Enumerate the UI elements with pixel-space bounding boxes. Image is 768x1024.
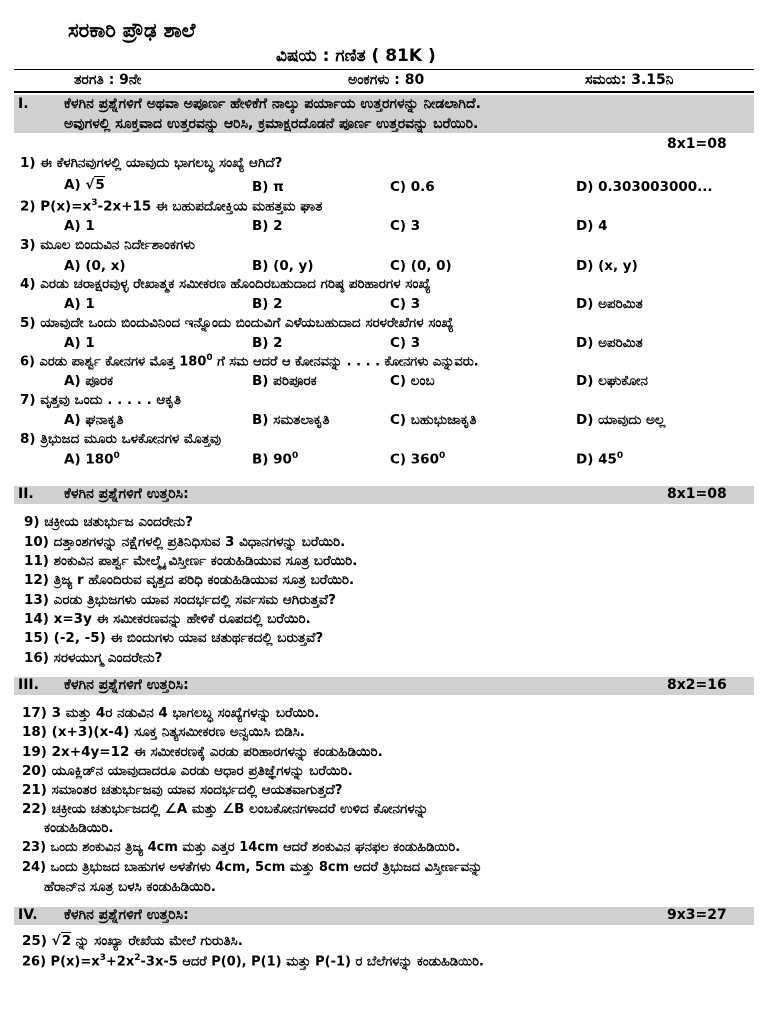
q8-option-c-value: C) 360 [390, 451, 439, 468]
question-11: 11) ಶಂಕುವಿನ ಪಾರ್ಶ್ವ ಮೇಲ್ಮೈ ವಿಸ್ತೀರ್ಣ ಕಂಡುಹಿಡಿಯುವ ಸೂತ್ರ ಬರೆಯಿರಿ. [24, 553, 358, 569]
question-26 [22, 953, 484, 969]
q4-option-a: A) 1 [64, 296, 95, 312]
section-2-title: ಕೆಳಗಿನ ಪ್ರಶ್ನೆಗಳಿಗೆ ಉತ್ತರಿಸಿ: [64, 486, 189, 502]
degree-symbol: 0 [616, 451, 624, 461]
q1-option-b: B) π [252, 179, 284, 195]
q1-option-c: C) 0.6 [390, 179, 435, 195]
q5-option-a: A) 1 [64, 335, 95, 351]
section-1-instruction-line1: ಕೆಳಗಿನ ಪ್ರಶ್ನೆಗಳಿಗೆ ಅಥವಾ ಅಪೂರ್ಣ ಹೇಳಿಕೆಗೆ ನಾಲ್ಕು ಪರ್ಯಾಯ ಉತ್ತರಗಳನ್ನು ನೀಡಲಾಗಿದೆ. [64, 96, 481, 112]
question-14: 14) x=3y ಈ ಸಮೀಕರಣವನ್ನು ಹೇಳಿಕೆ ರೂಪದಲ್ಲಿ ಬರೆಯಿರಿ. [24, 611, 311, 627]
question-2-pre: 2) P(x)=x [20, 198, 92, 215]
header-rule-bottom [14, 91, 754, 93]
q7-option-a: A) ಘನಾಕೃತಿ [64, 412, 124, 428]
section-1-number: I. [18, 96, 29, 112]
q6-option-b: B) ಪರಿಪೂರಕ [252, 373, 317, 389]
question-20: 20) ಯೂಕ್ಲಿಡ್‌ನ ಯಾವುದಾದರೂ ಎರಡು ಆಧಾರ ಪ್ರತಿಜ್ಞೆಗಳನ್ನು ಬರೆಯಿರಿ. [22, 763, 353, 779]
question-19: 19) 2x+4y=12 ಈ ಸಮೀಕರಣಕ್ಕೆ ಎರಡು ಪರಿಹಾರಗಳನ್ನು ಕಂಡುಹಿಡಿಯಿರಿ. [22, 744, 383, 760]
q8-option-b-value: B) 90 [252, 451, 292, 468]
question-25-number: 25) [22, 933, 52, 949]
subject-title: ವಿಷಯ : ಗಣಿತ ( 81K ) [276, 46, 436, 66]
question-3: 3) ಮೂಲ ಬಿಂದುವಿನ ನಿರ್ದೇಶಾಂಕಗಳು [20, 237, 195, 253]
time-label: ಸಮಯ: 3.15ನಿ [585, 72, 674, 88]
q1-radicand: 5 [95, 177, 105, 193]
q7-option-c: C) ಬಹುಭುಜಾಕೃತಿ [390, 412, 477, 428]
question-25-radicand: 2 [61, 933, 72, 949]
question-5: 5) ಯಾವುದೇ ಒಂದು ಬಿಂದುವಿನಿಂದ ಇನ್ನೊಂದು ಬಿಂದುವಿಗೆ ಎಳೆಯಬಹುದಾದ ಸರಳರೇಖೆಗಳ ಸಂಖ್ಯೆ [20, 315, 454, 331]
question-7: 7) ವೃತ್ತವು ಒಂದು . . . . . ಆಕೃತಿ [20, 392, 182, 408]
q7-option-d: D) ಯಾವುದು ಅಲ್ಲ [576, 412, 666, 428]
question-26-exp-2: 2 [134, 953, 141, 963]
q7-option-b: B) ಸಮತಲಾಕೃತಿ [252, 412, 330, 428]
sqrt-symbol: √ [85, 177, 95, 193]
question-26-part-a: 26) P(x)=x [22, 954, 100, 970]
section-4-number: IV. [18, 907, 38, 923]
question-18: 18) (x+3)(x-4) ಸೂಕ್ತ ನಿತ್ಯಸಮೀಕರಣ ಅನ್ವಯಿಸಿ ಬಿಡಿಸಿ. [22, 724, 305, 740]
section-3-title: ಕೆಳಗಿನ ಪ್ರಶ್ನೆಗಳಿಗೆ ಉತ್ತರಿಸಿ: [64, 677, 189, 693]
header-rule [14, 69, 754, 70]
q8-option-a [64, 451, 120, 468]
q3-option-b: B) (0, y) [252, 258, 314, 274]
q3-option-c: C) (0, 0) [390, 258, 452, 274]
question-8: 8) ತ್ರಿಭುಜದ ಮೂರು ಒಳಕೋನಗಳ ಮೊತ್ತವು [20, 431, 222, 447]
question-2-exponent: 3 [91, 198, 98, 208]
question-24-continued: ಹೆರಾನ್‌ನ ಸೂತ್ರ ಬಳಸಿ ಕಂಡುಹಿಡಿಯಿರಿ. [44, 879, 216, 895]
q8-option-d [576, 451, 623, 468]
question-6-pre: 6) ಎರಡು ಪಾರ್ಶ್ವ ಕೋನಗಳ ಮೊತ್ತ 180 [20, 354, 207, 370]
q1-option-a [64, 177, 105, 193]
question-26-exp-3: 3 [99, 953, 106, 963]
q8-option-a-value: A) 180 [64, 451, 114, 468]
q5-option-c: C) 3 [390, 335, 421, 351]
degree-symbol: 0 [291, 451, 299, 461]
question-17: 17) 3 ಮತ್ತು 4ರ ನಡುವಿನ 4 ಭಾಗಲಬ್ಧ ಸಂಖ್ಯೆಗಳನ್ನು ಬರೆಯಿರಿ. [22, 705, 320, 721]
class-label: ತರಗತಿ : 9ನೇ [74, 72, 142, 88]
q4-option-c: C) 3 [390, 296, 421, 312]
q4-option-d: D) ಅಪರಿಮಿತ [576, 296, 643, 312]
q3-option-a: A) (0, x) [64, 258, 126, 274]
question-13: 13) ಎರಡು ತ್ರಿಭುಜಗಳು ಯಾವ ಸಂದರ್ಭದಲ್ಲಿ ಸರ್ವಸಮ ಆಗಿರುತ್ತವೆ? [24, 592, 336, 608]
section-3-number: III. [18, 677, 39, 693]
q1-option-d: D) 0.303003000... [576, 179, 713, 195]
q5-option-b: B) 2 [252, 335, 283, 351]
section-4-marks: 9x3=27 [667, 907, 727, 923]
q8-option-d-value: D) 45 [576, 451, 617, 468]
section-1-instruction-line2: ಅವುಗಳಲ್ಲಿ ಸೂಕ್ತವಾದ ಉತ್ತರವನ್ನು ಆರಿಸಿ, ಕ್ರಮಾಕ್ಷರದೊಡನೆ ಪೂರ್ಣ ಉತ್ತರವನ್ನು ಬರೆಯಿರಿ. [64, 116, 479, 132]
question-24: 24) ಒಂದು ತ್ರಿಭುಜದ ಬಾಹುಗಳ ಅಳತೆಗಳು 4cm, 5cm ಮತ್ತು 8cm ಆದರೆ ತ್ರಿಭುಜದ ವಿಸ್ತೀರ್ಣವನ್ನು [22, 860, 483, 875]
section-2-number: II. [18, 486, 34, 502]
question-23: 23) ಒಂದು ಶಂಕುವಿನ ತ್ರಿಜ್ಯ 4cm ಮತ್ತು ಎತ್ತರ 14cm ಆದರೆ ಶಂಕುವಿನ ಘನಫಲ ಕಂಡುಹಿಡಿಯಿರಿ. [22, 840, 461, 855]
question-1: 1) ಈ ಕೆಳಗಿನವುಗಳಲ್ಲಿ ಯಾವುದು ಭಾಗಲಬ್ಧ ಸಂಖ್ಯೆ ಆಗಿದೆ? [20, 155, 283, 171]
q2-option-d: D) 4 [576, 218, 608, 234]
question-2 [20, 198, 322, 215]
section-2-marks: 8x1=08 [667, 486, 727, 502]
marks-label: ಅಂಕಗಳು : 80 [348, 72, 425, 88]
question-26-part-c: -3x-5 ಆದರೆ P(0), P(1) ಮತ್ತು P(-1) ರ ಬೆಲೆಗಳನ್ನು ಕಂಡುಹಿಡಿಯಿರಿ. [140, 954, 484, 970]
degree-symbol: 0 [113, 451, 120, 461]
question-10: 10) ದತ್ತಾಂಶಗಳನ್ನು ನಕ್ಷೆಗಳಲ್ಲಿ ಪ್ರತಿನಿಧಿಸುವ 3 ವಿಧಾನಗಳನ್ನು ಬರೆಯಿರಿ. [24, 534, 346, 550]
q8-option-c [390, 451, 445, 468]
q8-option-b [252, 451, 298, 468]
section-3-marks: 8x2=16 [667, 677, 727, 693]
q3-option-d: D) (x, y) [576, 258, 638, 274]
q6-option-d: D) ಲಘುಕೋನ [576, 373, 648, 389]
q4-option-b: B) 2 [252, 296, 283, 312]
question-2-post: -2x+15 ಈ ಬಹುಪದೋಕ್ತಿಯ ಮಹತ್ತಮ ಘಾತ [97, 198, 323, 215]
q6-option-a: A) ಪೂರಕ [64, 373, 114, 389]
sqrt-symbol: √ [51, 933, 61, 949]
degree-symbol: 0 [438, 451, 446, 461]
section-1-marks: 8x1=08 [667, 136, 727, 152]
question-4: 4) ಎರಡು ಚರಾಕ್ಷರವುಳ್ಳ ರೇಖಾತ್ಮಕ ಸಮೀಕರಣ ಹೊಂದಿರಬಹುದಾದ ಗರಿಷ್ಠ ಪರಿಹಾರಗಳ ಸಂಖ್ಯೆ [20, 276, 431, 292]
q1-option-a-label: A) [64, 177, 86, 193]
question-6-degree: 0 [206, 353, 213, 363]
q2-option-a: A) 1 [64, 218, 95, 234]
question-25 [22, 933, 243, 949]
question-9: 9) ಚಕ್ರೀಯ ಚತುರ್ಭುಜ ಎಂದರೇನು? [24, 514, 193, 530]
school-name: ಸರಕಾರಿ ಪ್ರೌಢ ಶಾಲೆ [68, 18, 196, 42]
q2-option-b: B) 2 [252, 218, 283, 234]
q2-option-c: C) 3 [390, 218, 421, 234]
q5-option-d: D) ಅಪರಿಮಿತ [576, 335, 643, 351]
question-22-continued: ಕಂಡುಹಿಡಿಯಿರಿ. [44, 820, 114, 836]
q6-option-c: C) ಲಂಬ [390, 373, 435, 389]
question-22: 22) ಚಕ್ರೀಯ ಚತುರ್ಭುಜದಲ್ಲಿ ∠A ಮತ್ತು ∠B ಲಂಬಕೋನಗಳಾದರೆ ಉಳಿದ ಕೋನಗಳನ್ನು [22, 801, 429, 817]
question-16: 16) ಸರಳಯುಗ್ಮ ಎಂದರೇನು? [24, 650, 163, 666]
question-6-post: ಗೆ ಸಮ ಆದರೆ ಆ ಕೋನವನ್ನು . . . . ಕೋನಗಳು ಎನ್ನುವರು. [212, 354, 479, 370]
question-26-part-b: +2x [105, 954, 135, 970]
question-15: 15) (-2, -5) ಈ ಬಿಂದುಗಳು ಯಾವ ಚತುರ್ಥಕದಲ್ಲಿ ಬರುತ್ತವೆ? [24, 630, 324, 646]
question-6 [20, 353, 479, 369]
question-25-text: ನ್ನು ಸಂಖ್ಯಾ ರೇಖೆಯ ಮೇಲೆ ಗುರುತಿಸಿ. [71, 933, 243, 949]
question-12: 12) ತ್ರಿಜ್ಯ r ಹೊಂದಿರುವ ವೃತ್ತದ ಪರಿಧಿ ಕಂಡುಹಿಡಿಯುವ ಸೂತ್ರ ಬರೆಯಿರಿ. [24, 572, 355, 588]
section-4-title: ಕೆಳಗಿನ ಪ್ರಶ್ನೆಗಳಿಗೆ ಉತ್ತರಿಸಿ: [64, 907, 189, 923]
question-21: 21) ಸಮಾಂತರ ಚತುರ್ಭುಜವು ಯಾವ ಸಂದರ್ಭದಲ್ಲಿ ಆಯತವಾಗುತ್ತದೆ? [22, 782, 343, 798]
